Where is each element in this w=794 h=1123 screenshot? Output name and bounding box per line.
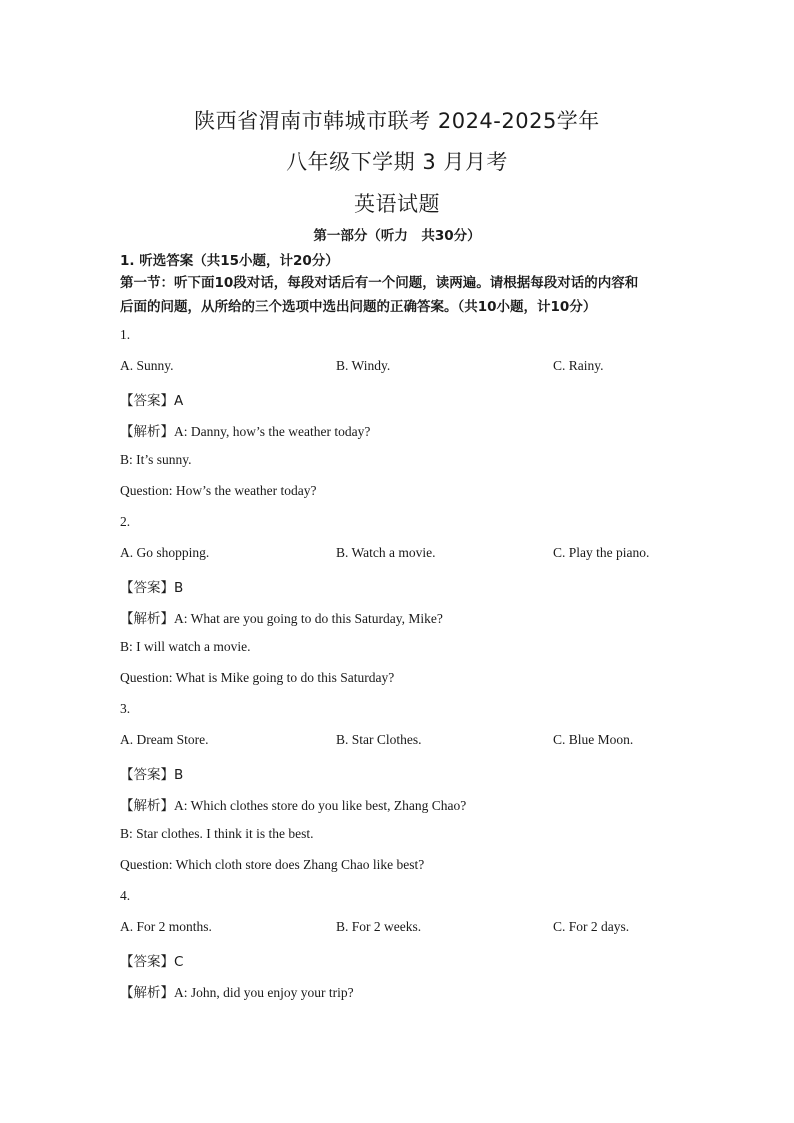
option-a: A. Go shopping.	[120, 545, 210, 560]
option-b: B. Watch a movie.	[336, 545, 436, 560]
analysis-line: 【解析】A: Danny, how’s the weather today?	[120, 424, 371, 439]
answer-line: 【答案】C	[120, 954, 184, 970]
dialog-b-line: B: I will watch a movie.	[120, 639, 251, 654]
dialog-b-line: B: It’s sunny.	[120, 452, 192, 467]
question-number: 4.	[120, 888, 131, 903]
analysis-line: 【解析】A: Which clothes store do you like best, Zhang Chao?	[120, 798, 467, 813]
option-b: B. Star Clothes.	[336, 732, 422, 747]
dialog-b-line: B: Star clothes. I think it is the best.	[120, 826, 314, 841]
option-b: B. Windy.	[336, 358, 391, 373]
option-c: C. Play the piano.	[553, 545, 650, 560]
question-number: 1.	[120, 327, 131, 342]
option-a: A. Sunny.	[120, 358, 174, 373]
option-c: C. Blue Moon.	[553, 732, 634, 747]
instruction-line-1: 第一节：听下面10段对话，每段对话后有一个问题，读两遍。请根据每段对话的内容和	[120, 275, 639, 291]
section-question-label: 1. 听选答案（共15小题，计20分）	[120, 253, 339, 269]
instruction-line-2: 后面的问题，从所给的三个选项中选出问题的正确答案。（共10小题，计10分）	[120, 299, 597, 315]
question-line: Question: Which cloth store does Zhang Chao like best?	[120, 857, 425, 872]
analysis-line: 【解析】A: What are you going to do this Saturday, Mike?	[120, 611, 443, 626]
document-title-line2: 八年级下学期 3 月月考	[286, 150, 508, 174]
answer-line: 【答案】A	[120, 393, 184, 409]
option-c: C. For 2 days.	[553, 919, 630, 934]
option-b: B. For 2 weeks.	[336, 919, 422, 934]
answer-line: 【答案】B	[120, 767, 184, 783]
option-a: A. For 2 months.	[120, 919, 212, 934]
question-line: Question: How’s the weather today?	[120, 483, 317, 498]
question-number: 3.	[120, 701, 131, 716]
option-a: A. Dream Store.	[120, 732, 209, 747]
question-number: 2.	[120, 514, 131, 529]
answer-line: 【答案】B	[120, 580, 184, 596]
part-heading: 第一部分（听力 共30分）	[313, 228, 481, 244]
document-title-line1: 陕西省渭南市韩城市联考 2024-2025学年	[194, 109, 600, 133]
question-line: Question: What is Mike going to do this Saturday?	[120, 670, 395, 685]
document-title-line3: 英语试题	[354, 192, 440, 216]
option-c: C. Rainy.	[553, 358, 604, 373]
analysis-line: 【解析】A: John, did you enjoy your trip?	[120, 985, 354, 1000]
